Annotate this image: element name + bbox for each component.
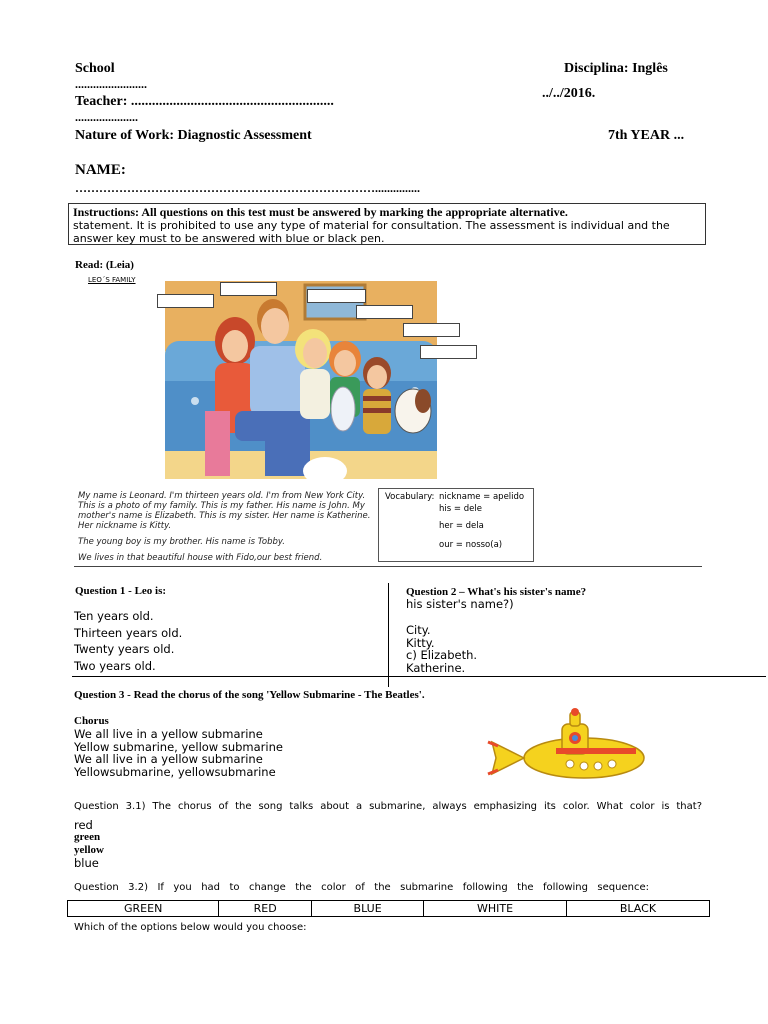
q2-option-c[interactable]: c) Elizabeth. — [406, 648, 478, 662]
instructions-box — [68, 203, 706, 245]
teacher-label: Teacher: .......................................................... — [75, 94, 334, 109]
family-caption: LEO´S FAMILY — [88, 276, 136, 284]
teacher-dots: ..................... — [75, 110, 138, 124]
date-field: ../../2016. — [542, 86, 596, 101]
label-box-1[interactable] — [157, 294, 214, 308]
chorus-line: Yellowsubmarine, yellowsubmarine — [74, 765, 276, 779]
column-separator — [388, 583, 389, 687]
chorus-line: We all live in a yellow submarine — [74, 727, 263, 741]
q2-option-d[interactable]: Katherine. — [406, 661, 466, 675]
divider — [72, 676, 766, 677]
q31-option-a[interactable]: red — [74, 818, 93, 832]
vocab-item: his = dele — [439, 504, 482, 514]
vocab-item: nickname = apelido — [439, 492, 525, 502]
label-box-3[interactable] — [307, 289, 366, 303]
q31-option-b[interactable]: green — [74, 831, 101, 843]
vocabulary-box — [378, 488, 534, 562]
instructions-text: statement. It is prohibited to use any type of material for consultation. The assessment is individual and the answer key must to be answered with blue or black pen. — [73, 219, 670, 245]
color-cell: GREEN — [68, 901, 219, 917]
nature-of-work: Nature of Work: Diagnostic Assessment — [75, 128, 312, 143]
instructions-bold: Instructions: All questions on this test must be answered by marking the appropriate alternative. — [73, 205, 568, 219]
color-cell: BLUE — [312, 901, 424, 917]
chorus-line: Yellow submarine, yellow submarine — [74, 740, 283, 754]
label-box-4[interactable] — [356, 305, 413, 319]
yellow-submarine-illustration — [484, 706, 652, 784]
q1-option-b[interactable]: Thirteen years old. — [74, 626, 183, 640]
question-3-title: Question 3 - Read the chorus of the song 'Yellow Submarine - The Beatles'. — [74, 689, 425, 701]
school-label: School — [75, 61, 115, 76]
divider — [74, 566, 702, 567]
vocab-item: her = dela — [439, 521, 484, 531]
year-field: 7th YEAR ... — [608, 128, 685, 143]
story-paragraph-1: My name is Leonard. I'm thirteen years old. I'm from New York City. This is a photo of my family. This is my father. His name is John. My mother's name is Elizabeth. This is my sister. Her name is Katherine. Her nickname is Kitty. — [78, 491, 371, 531]
q2-option-a[interactable]: City. — [406, 623, 431, 637]
q1-option-c[interactable]: Twenty years old. — [74, 642, 175, 656]
color-cell: WHITE — [424, 901, 567, 917]
q31-option-d[interactable]: blue — [74, 856, 99, 870]
q1-option-d[interactable]: Two years old. — [74, 659, 156, 673]
label-box-5[interactable] — [403, 323, 460, 337]
story-text — [78, 491, 373, 569]
discipline-label: Disciplina: Inglês — [564, 61, 668, 76]
color-cell: RED — [219, 901, 312, 917]
question-3-1-text: Question 3.1) The chorus of the song talks about a submarine, always emphasizing its color. What color is that? — [74, 801, 702, 812]
question-3-2-text: Question 3.2) If you had to change the color of the submarine following the following sequence: — [74, 882, 649, 893]
school-dots: ........................ — [75, 77, 147, 91]
question-2-subtitle: his sister's name?) — [406, 597, 514, 611]
label-box-6[interactable] — [420, 345, 477, 359]
vocab-label: Vocabulary: — [385, 492, 435, 502]
q31-option-c[interactable]: yellow — [74, 844, 104, 856]
q1-option-a[interactable]: Ten years old. — [74, 609, 154, 623]
story-paragraph-2: The young boy is my brother. His name is Tobby. — [78, 537, 285, 547]
question-1-title: Question 1 - Leo is: — [75, 585, 167, 597]
story-paragraph-3: We lives in that beautiful house with Fido,our best friend. — [78, 553, 323, 563]
question-2-title: Question 2 – What's his sister's name? — [406, 586, 587, 598]
chorus-label: Chorus — [74, 715, 109, 727]
question-3-2-followup: Which of the options below would you choose: — [74, 922, 307, 933]
name-dots: …………………………………………………………………............... — [75, 181, 420, 195]
color-sequence-table — [67, 900, 710, 917]
color-cell: BLACK — [566, 901, 709, 917]
label-box-2[interactable] — [220, 282, 277, 296]
name-label: NAME: — [75, 162, 126, 178]
chorus-line: We all live in a yellow submarine — [74, 752, 263, 766]
q2-option-b[interactable]: Kitty. — [406, 636, 435, 650]
vocab-item: our = nosso(a) — [439, 540, 503, 550]
reading-title: Read: (Leia) — [75, 259, 134, 271]
